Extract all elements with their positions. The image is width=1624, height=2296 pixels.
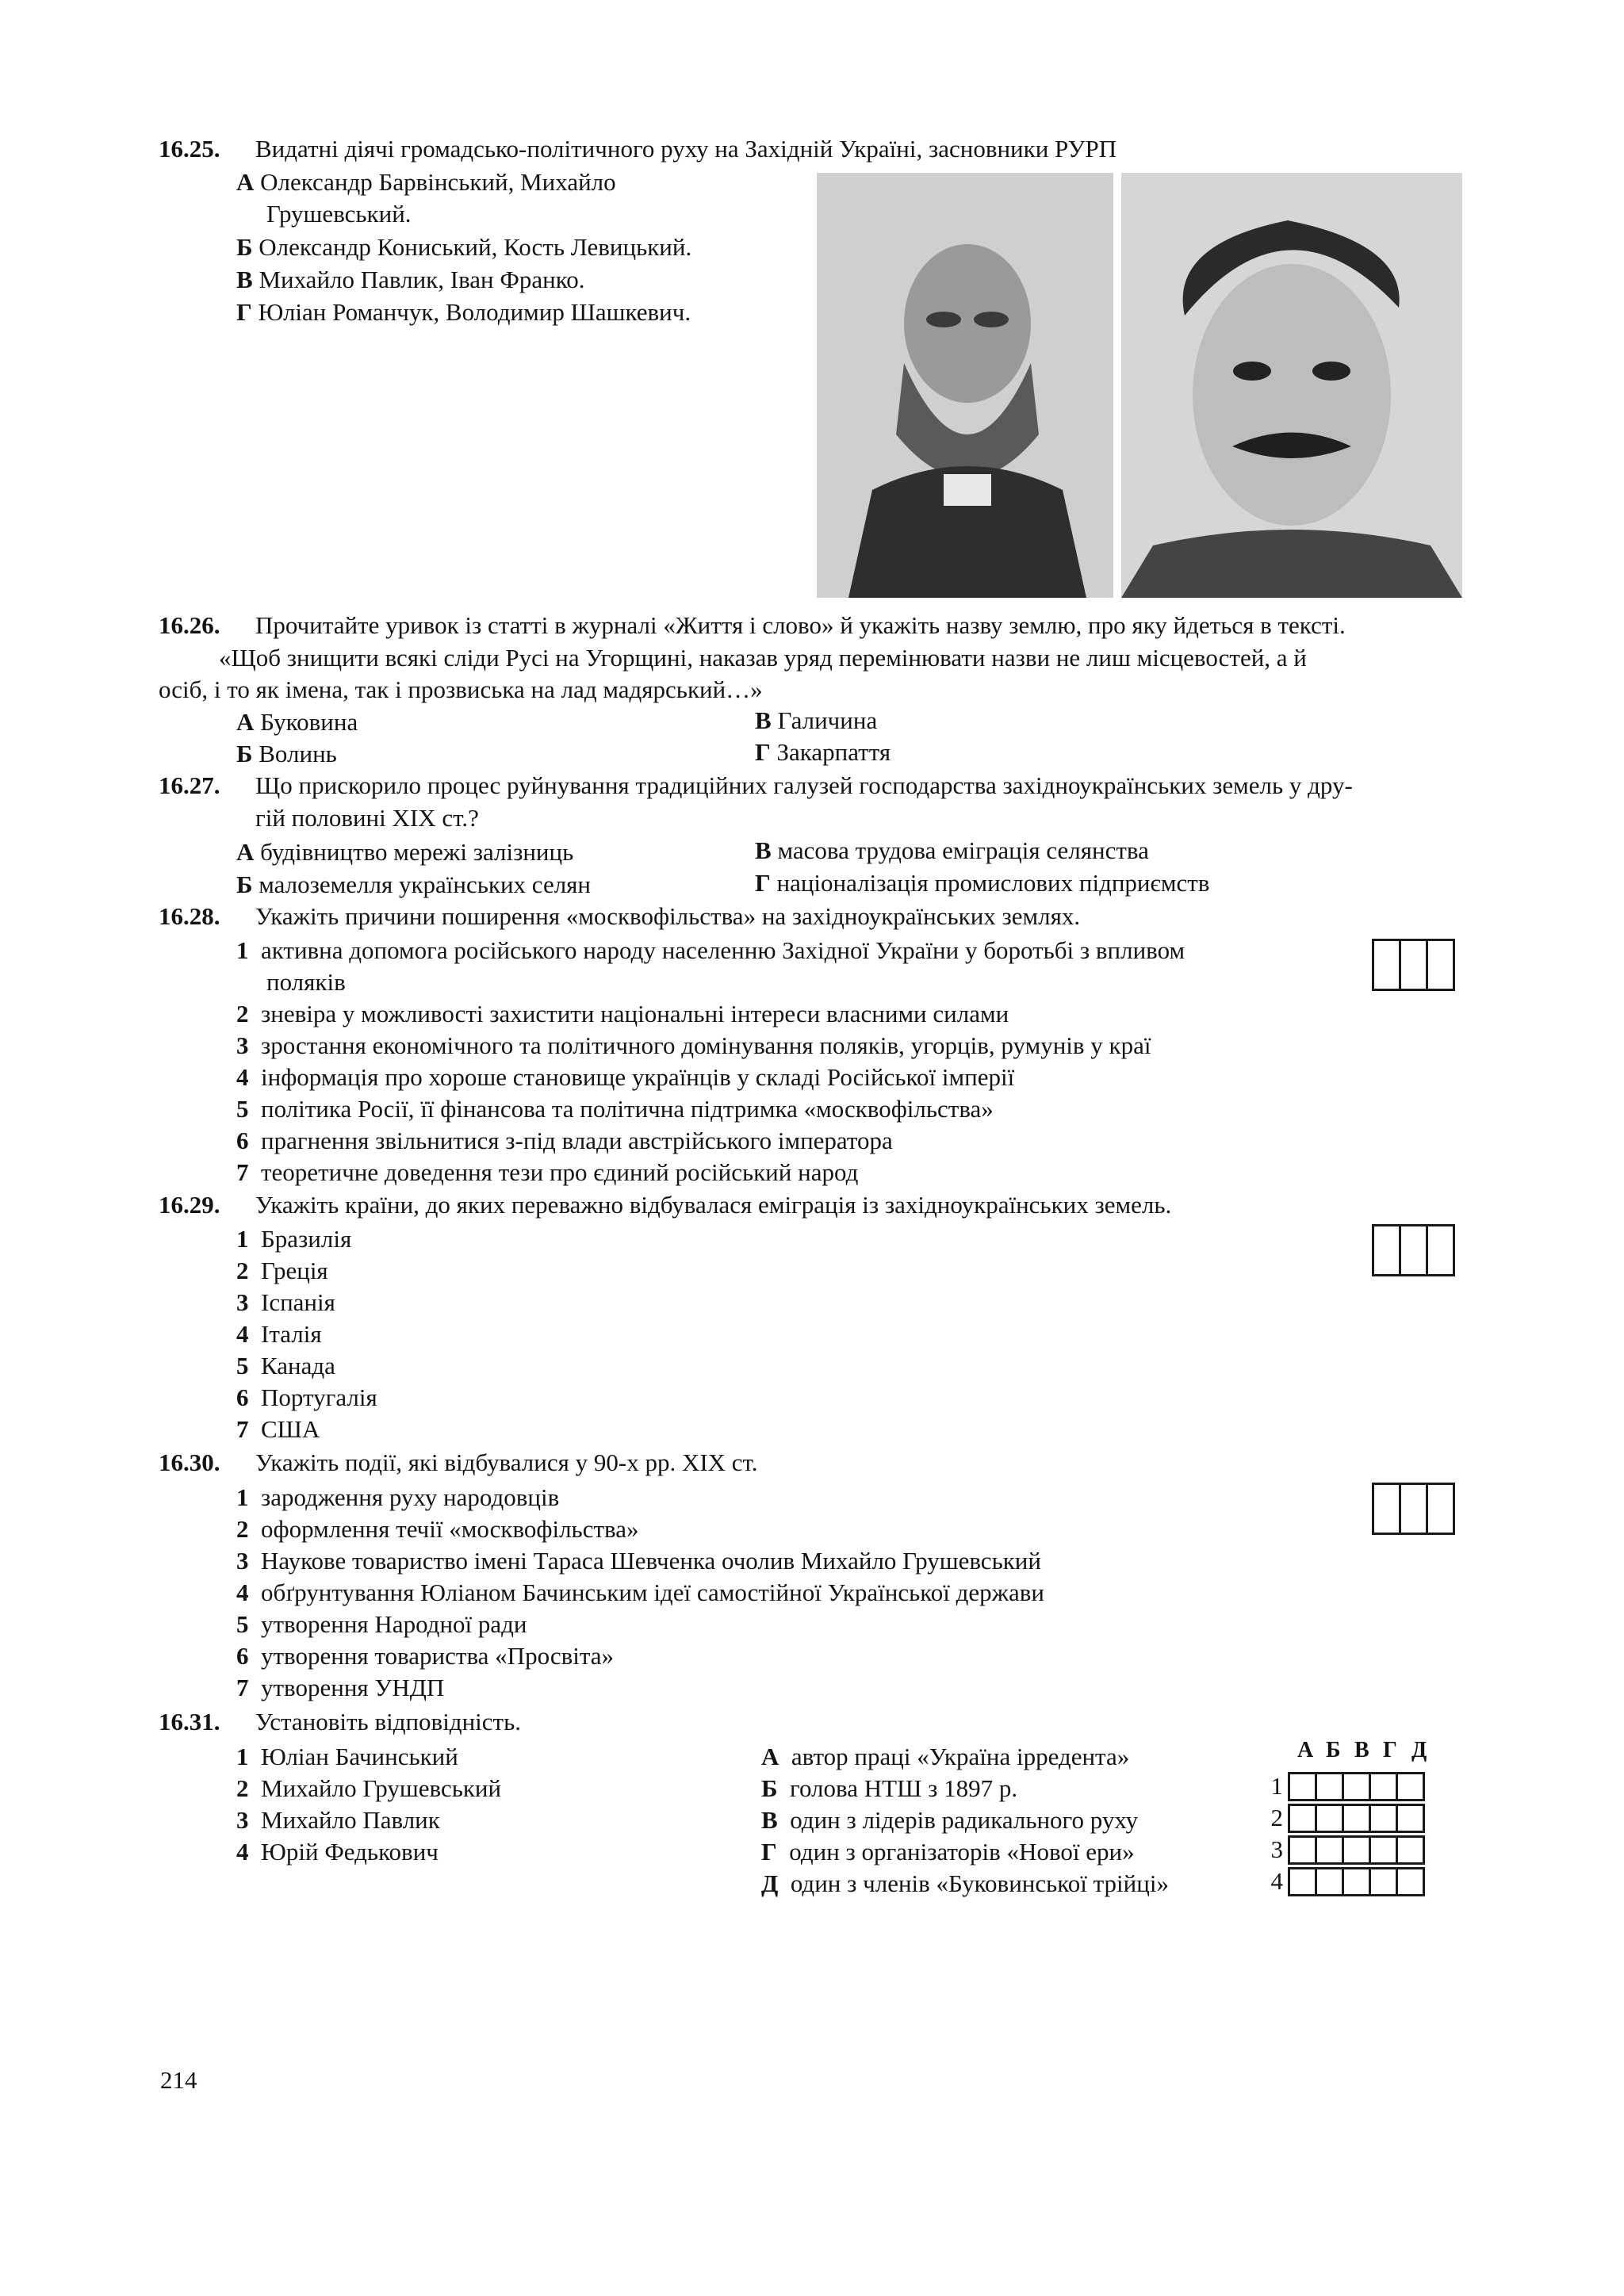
list-item: 6 прагнення звільнитися з-під влади австрійського імператора: [236, 1127, 893, 1154]
question-number: 16.27.: [159, 771, 220, 799]
grid-header: А: [1297, 1738, 1314, 1762]
answer-cell[interactable]: [1315, 1835, 1344, 1865]
question-number: 16.25.: [159, 135, 220, 163]
option-v[interactable]: В Галичина: [755, 706, 878, 734]
page-number: 214: [160, 2066, 197, 2094]
match-left-item: 1 Юліан Бачинський: [236, 1743, 458, 1770]
portrait-drawing-2: [1121, 173, 1462, 598]
answer-boxes-16-28[interactable]: [1372, 939, 1453, 991]
option-v[interactable]: В Михайло Павлик, Іван Франко.: [236, 266, 585, 293]
question-text: Видатні діячі громадсько-політичного руху на Західній Україні, засновники РУРП: [255, 135, 1117, 163]
grid-row: 4: [1259, 1866, 1423, 1897]
answer-cell[interactable]: [1342, 1772, 1371, 1801]
match-right-item: Б голова НТШ з 1897 р.: [761, 1774, 1018, 1802]
portrait-photo-1: [817, 173, 1113, 598]
match-right-item: Г один з організаторів «Нової ери»: [761, 1838, 1135, 1866]
option-b[interactable]: Б Олександр Кониський, Кость Левицький.: [236, 233, 692, 261]
answer-cell[interactable]: [1396, 1867, 1425, 1896]
question-text-cont: гій половині XIX ст.?: [255, 804, 479, 832]
answer-cell[interactable]: [1288, 1772, 1317, 1801]
quote-line-1: «Щоб знищити всякі сліди Русі на Угорщині, наказав уряд перемінювати назви не лиш місцевостей, а й: [219, 644, 1307, 672]
question-number: 16.30.: [159, 1448, 220, 1476]
list-item: 3 зростання економічного та політичного домінування поляків, угорців, румунів у краї: [236, 1031, 1151, 1059]
answer-cell[interactable]: [1369, 1772, 1398, 1801]
list-item: 1 зародження руху народовців: [236, 1483, 560, 1511]
answer-cell[interactable]: [1288, 1867, 1317, 1896]
option-b[interactable]: Б Волинь: [236, 740, 337, 767]
list-item: поляків: [266, 968, 346, 996]
answer-cell[interactable]: [1396, 1804, 1425, 1833]
answer-box[interactable]: [1399, 1224, 1428, 1276]
answer-cell[interactable]: [1369, 1867, 1398, 1896]
option-a[interactable]: А Буковина: [236, 708, 358, 736]
answer-box[interactable]: [1372, 939, 1401, 991]
list-item: 5 Канада: [236, 1352, 335, 1380]
answer-box[interactable]: [1426, 1224, 1455, 1276]
option-g[interactable]: Г Закарпаття: [755, 738, 891, 766]
answer-cell[interactable]: [1396, 1772, 1425, 1801]
answer-box[interactable]: [1372, 1483, 1401, 1535]
list-item: 7 теоретичне доведення тези про єдиний російський народ: [236, 1158, 859, 1186]
match-right-item: В один з лідерів радикального руху: [761, 1806, 1139, 1834]
question-number: 16.31.: [159, 1708, 220, 1735]
list-item: 4 обґрунтування Юліаном Бачинським ідеї самостійної Української держави: [236, 1578, 1045, 1606]
answer-cell[interactable]: [1315, 1772, 1344, 1801]
grid-header: В: [1354, 1738, 1369, 1762]
grid-row: 1: [1259, 1770, 1423, 1802]
option-a[interactable]: А Олександр Барвінський, Михайло: [236, 168, 616, 196]
answer-box[interactable]: [1426, 1483, 1455, 1535]
question-number: 16.28.: [159, 902, 220, 930]
answer-cell[interactable]: [1342, 1867, 1371, 1896]
quote-line-2: осіб, і то як імена, так і прозвиська на лад мадярський…»: [159, 675, 763, 703]
match-right-item: Д один з членів «Буковинської трійці»: [761, 1869, 1169, 1897]
list-item: 4 Італія: [236, 1320, 322, 1348]
option-g[interactable]: Г націоналізація промислових підприємств: [755, 869, 1210, 897]
question-text: Укажіть країни, до яких переважно відбувалася еміграція із західноукраїнських земель.: [255, 1191, 1172, 1219]
list-item: 3 Наукове товариство імені Тараса Шевченка очолив Михайло Грушевський: [236, 1547, 1041, 1575]
list-item: 5 політика Росії, її фінансова та політична підтримка «москвофільства»: [236, 1095, 994, 1123]
list-item: 1 активна допомога російського народу населенню Західної України у боротьбі з впливом: [236, 936, 1185, 964]
option-g[interactable]: Г Юліан Романчук, Володимир Шашкевич.: [236, 298, 691, 326]
option-b[interactable]: Б малоземелля українських селян: [236, 871, 592, 898]
question-number: 16.29.: [159, 1191, 220, 1219]
answer-cell[interactable]: [1369, 1804, 1398, 1833]
question-text: Установіть відповідність.: [255, 1708, 521, 1735]
question-text: Що прискорило процес руйнування традиційних галузей господарства західноукраїнських земель у дру-: [255, 771, 1353, 799]
answer-cell[interactable]: [1288, 1804, 1317, 1833]
question-text: Укажіть причини поширення «москвофільства» на західноукраїнських землях.: [255, 902, 1081, 930]
answer-box[interactable]: [1372, 1224, 1401, 1276]
list-item: 5 утворення Народної ради: [236, 1610, 527, 1638]
answer-box[interactable]: [1399, 1483, 1428, 1535]
answer-cell[interactable]: [1315, 1804, 1344, 1833]
answer-cell[interactable]: [1288, 1835, 1317, 1865]
list-item: 2 зневіра у можливості захистити національні інтереси власними силами: [236, 1000, 1009, 1027]
list-item: 2 оформлення течії «москвофільства»: [236, 1515, 639, 1543]
answer-cell[interactable]: [1342, 1804, 1371, 1833]
option-a-cont: Грушевський.: [266, 200, 412, 228]
list-item: 3 Іспанія: [236, 1288, 335, 1316]
list-item: 7 утворення УНДП: [236, 1674, 445, 1701]
list-item: 6 Португалія: [236, 1383, 377, 1411]
answer-cell[interactable]: [1369, 1835, 1398, 1865]
portrait-photo-2: [1121, 173, 1462, 598]
grid-row: 2: [1259, 1802, 1423, 1834]
answer-box[interactable]: [1399, 939, 1428, 991]
list-item: 1 Бразилія: [236, 1225, 352, 1253]
answer-boxes-16-29[interactable]: [1372, 1224, 1453, 1276]
answer-cell[interactable]: [1396, 1835, 1425, 1865]
question-text: Прочитайте уривок із статті в журналі «Життя і слово» й укажіть назву землю, про яку йдеться в тексті.: [255, 611, 1346, 639]
match-left-item: 4 Юрій Федькович: [236, 1838, 439, 1866]
option-v[interactable]: В масова трудова еміграція селянства: [755, 836, 1149, 864]
match-left-item: 2 Михайло Грушевський: [236, 1774, 502, 1802]
match-left-item: 3 Михайло Павлик: [236, 1806, 440, 1834]
list-item: 7 США: [236, 1415, 320, 1443]
match-right-item: А автор праці «Україна ірредента»: [761, 1743, 1130, 1770]
grid-row: 3: [1259, 1834, 1423, 1866]
list-item: 4 інформація про хороше становище українців у складі Російської імперії: [236, 1063, 1015, 1091]
question-text: Укажіть події, які відбувалися у 90-х рр. XIX ст.: [255, 1448, 758, 1476]
option-a[interactable]: А будівництво мережі залізниць: [236, 838, 574, 866]
list-item: 2 Греція: [236, 1257, 328, 1284]
grid-header: Г: [1383, 1738, 1397, 1762]
answer-cell[interactable]: [1315, 1867, 1344, 1896]
portrait-drawing-1: [817, 173, 1113, 598]
grid-header: Б: [1326, 1738, 1341, 1762]
grid-header: Д: [1411, 1738, 1427, 1762]
answer-cell[interactable]: [1342, 1835, 1371, 1865]
question-number: 16.26.: [159, 611, 220, 639]
answer-boxes-16-30[interactable]: [1372, 1483, 1453, 1535]
answer-box[interactable]: [1426, 939, 1455, 991]
list-item: 6 утворення товариства «Просвіта»: [236, 1642, 615, 1670]
